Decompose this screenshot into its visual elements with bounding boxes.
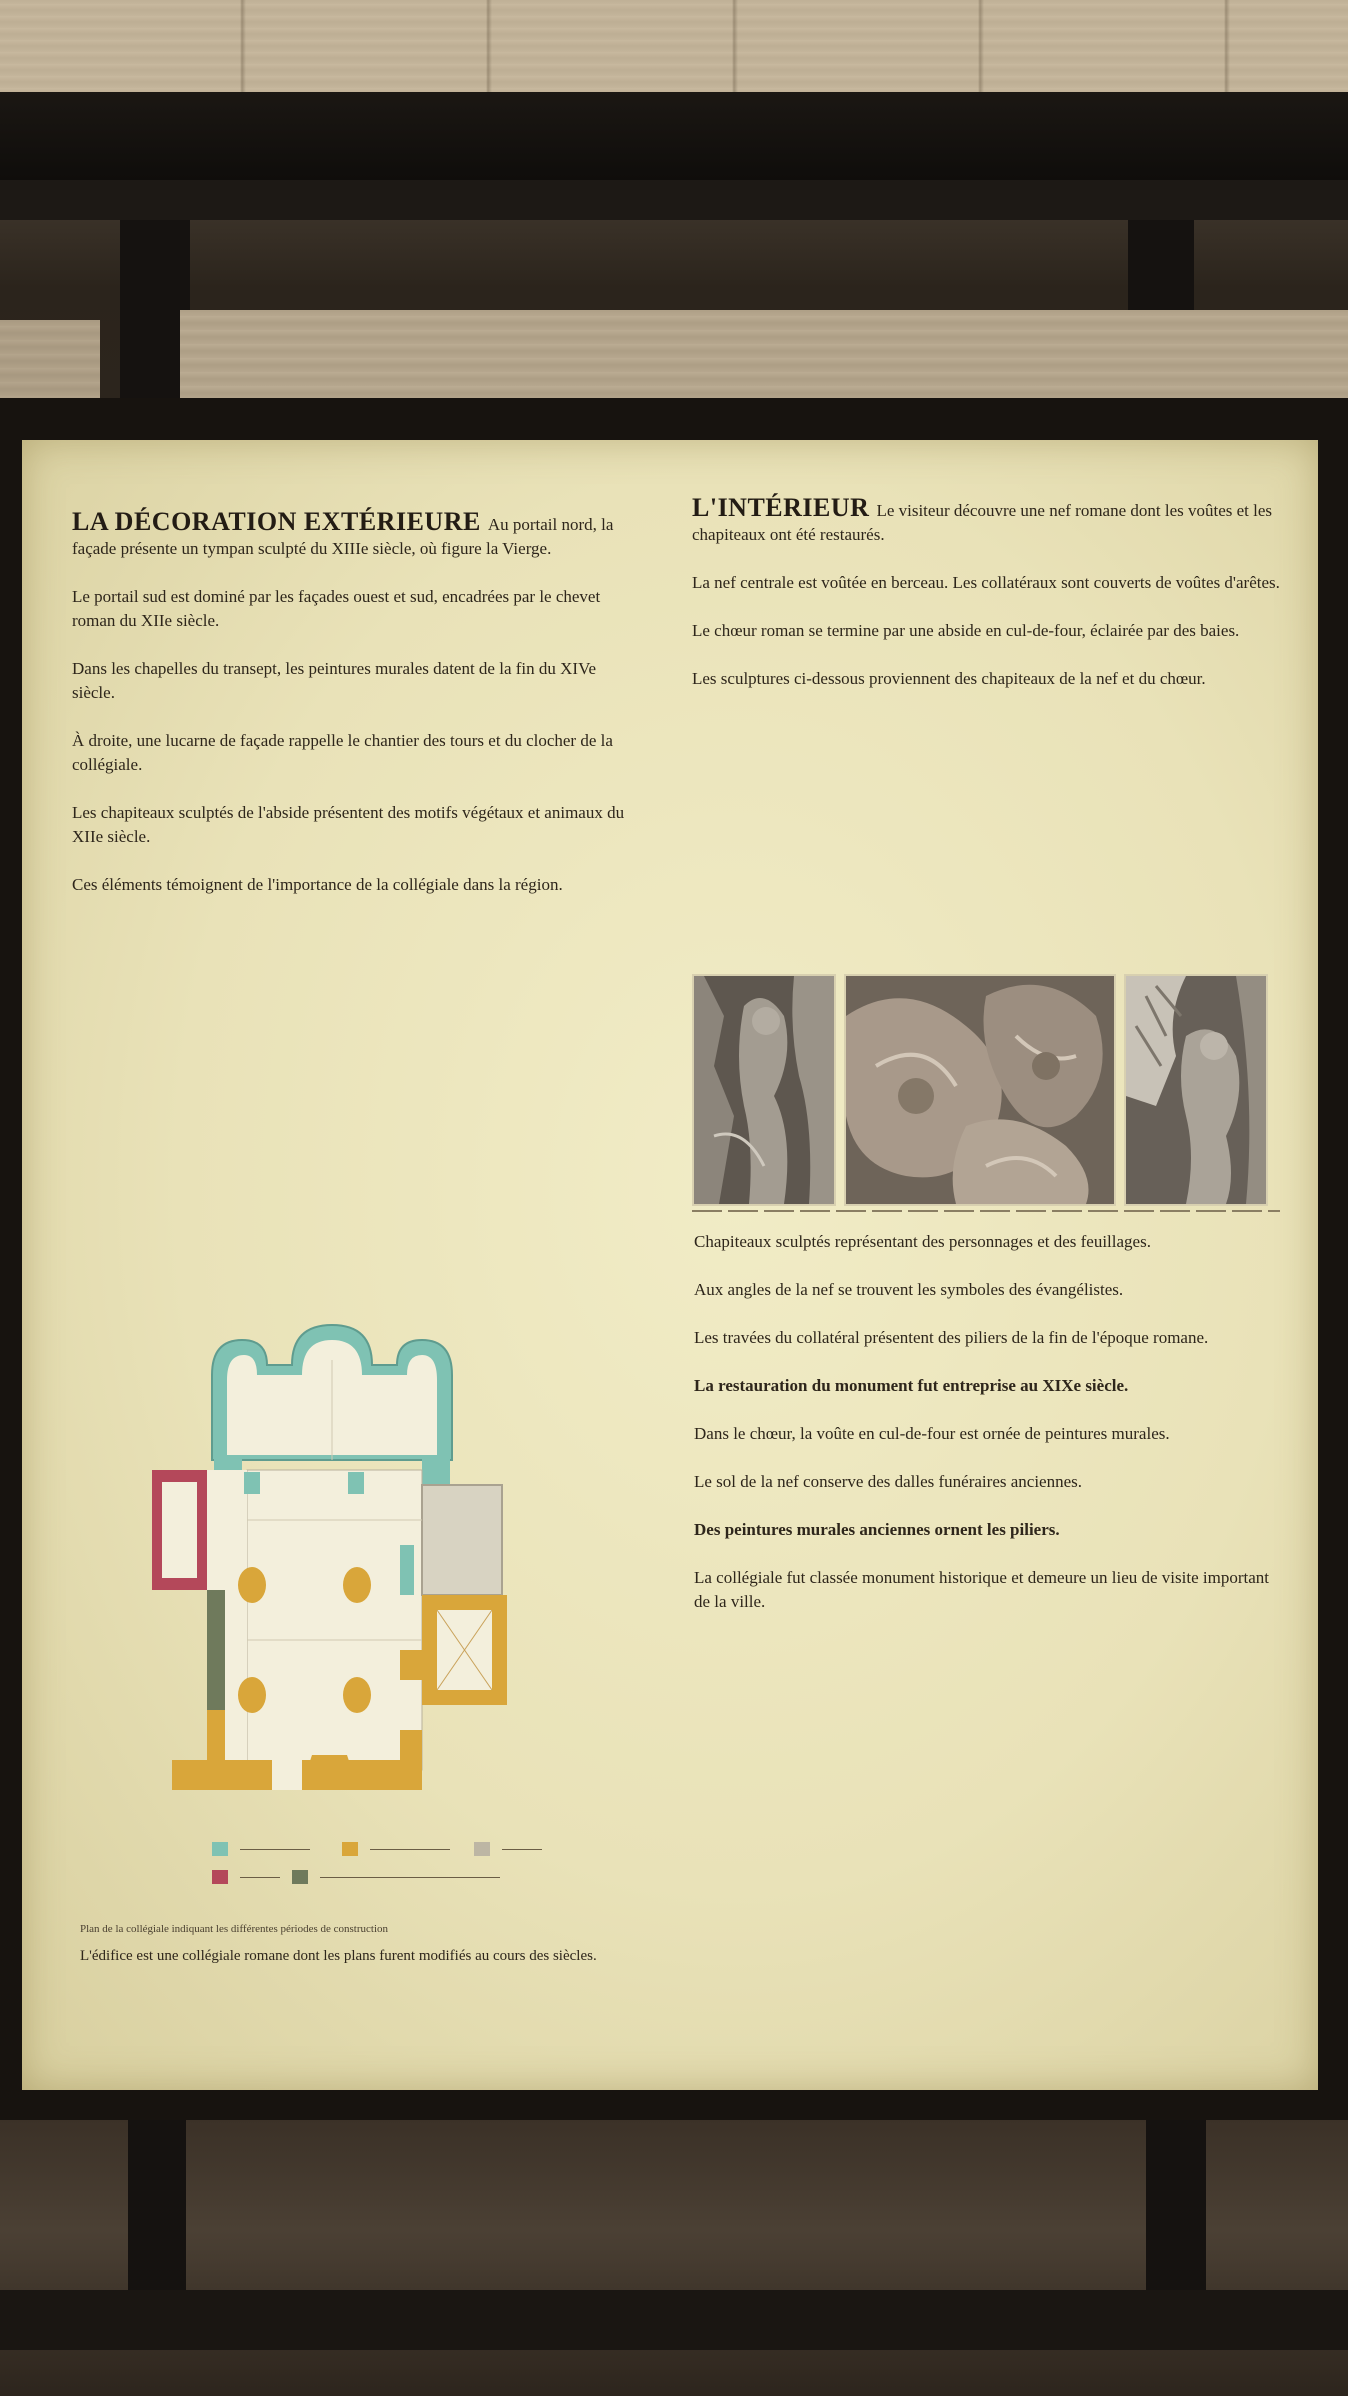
right-bold-line-1: La restauration du monument fut entreprise au XIXe siècle. xyxy=(694,1376,1129,1395)
sculpture-image-2 xyxy=(846,976,1114,1204)
left-paragraph-6: Ces éléments témoignent de l'importance de la collégiale dans la région. xyxy=(72,875,563,894)
left-paragraph-3: Dans les chapelles du transept, les peintures murales datent de la fin du XIVe siècle. xyxy=(72,659,597,702)
floor-plan-drawing xyxy=(152,1320,572,1810)
legend-item-olive xyxy=(292,1870,500,1884)
legend-swatch-red xyxy=(212,1870,228,1884)
frame-bottom-left-post xyxy=(128,2120,186,2296)
frame-floor-bar xyxy=(0,2290,1348,2350)
left-paragraph-1: Au portail nord, la façade présente un tympan sculpté du XIIIe siècle, où figure la Vierge. xyxy=(72,515,614,558)
legend-rule xyxy=(240,1877,280,1878)
right-closing-paragraph: La collégiale fut classée monument historique et demeure un lieu de visite important de la ville. xyxy=(694,1568,1269,1611)
right-paragraph-3: Le chœur roman se termine par une abside en cul-de-four, éclairée par des baies. xyxy=(692,621,1240,640)
right-column-lower xyxy=(694,1230,1284,1638)
photo-caption-1: Chapiteaux sculptés représentant des personnages et des feuillages. xyxy=(694,1232,1151,1251)
frame-upper-band xyxy=(0,180,1348,220)
sculpture-image-1 xyxy=(694,976,834,1204)
plan-legend xyxy=(212,1842,572,1892)
right-paragraph-6: Le sol de la nef conserve des dalles funéraires anciennes. xyxy=(694,1472,1082,1491)
right-paragraph-2: La nef centrale est voûtée en berceau. Les collatéraux sont couverts de voûtes d'arêtes. xyxy=(692,573,1280,592)
left-intro xyxy=(72,507,632,561)
right-bold-line-2: Des peintures murales anciennes ornent les piliers. xyxy=(694,1520,1060,1539)
right-heading: L'INTÉRIEUR xyxy=(692,493,877,522)
left-paragraph-4: À droite, une lucarne de façade rappelle le chantier des tours et du clocher de la collégiale. xyxy=(72,731,613,774)
left-column xyxy=(72,507,632,921)
right-paragraph-4: Les sculptures ci-dessous proviennent des chapiteaux de la nef et du chœur. xyxy=(692,669,1206,688)
left-paragraph-5: Les chapiteaux sculptés de l'abside présentent des motifs végétaux et animaux du XIIe siècle. xyxy=(72,803,625,846)
legend-item-red xyxy=(212,1870,280,1884)
information-panel xyxy=(22,440,1318,2090)
right-column xyxy=(692,493,1282,715)
plan-caption xyxy=(80,1922,640,1967)
sculpture-photos xyxy=(692,974,1280,1202)
sculpture-photo-2 xyxy=(844,974,1116,1206)
frame-top-bar xyxy=(0,92,1348,180)
stone-wall-left xyxy=(0,320,100,410)
legend-item-teal xyxy=(212,1842,310,1856)
legend-rule xyxy=(240,1849,310,1850)
legend-swatch-teal xyxy=(212,1842,228,1856)
photo-caption-3: Les travées du collatéral présentent des piliers de la fin de l'époque romane. xyxy=(694,1328,1209,1347)
legend-rule xyxy=(370,1849,450,1850)
stone-wall-top xyxy=(0,0,1348,100)
right-paragraph-5: Dans le chœur, la voûte en cul-de-four est ornée de peintures murales. xyxy=(694,1424,1170,1443)
legend-swatch-olive xyxy=(292,1870,308,1884)
right-paragraph-1: Le visiteur découvre une nef romane dont les voûtes et les chapiteaux ont été restaurés. xyxy=(692,501,1273,544)
photo-divider xyxy=(692,1210,1280,1212)
right-intro xyxy=(692,493,1282,547)
plan-caption-small: Plan de la collégiale indiquant les différentes périodes de construction xyxy=(80,1923,389,1935)
left-paragraph-2: Le portail sud est dominé par les façades ouest et sud, encadrées par le chevet roman du XIIe siècle. xyxy=(72,587,601,630)
legend-swatch-ochre xyxy=(342,1842,358,1856)
legend-rule xyxy=(320,1877,500,1878)
floor-plan xyxy=(152,1320,572,1810)
sculpture-image-3 xyxy=(1126,976,1266,1204)
left-heading: LA DÉCORATION EXTÉRIEURE xyxy=(72,507,488,536)
stone-wall-middle xyxy=(180,310,1348,400)
legend-swatch-grey xyxy=(474,1842,490,1856)
legend-rule xyxy=(502,1849,542,1850)
photo-caption-2: Aux angles de la nef se trouvent les symboles des évangélistes. xyxy=(694,1280,1124,1299)
sculpture-photo-3 xyxy=(1124,974,1268,1206)
legend-item-grey xyxy=(474,1842,542,1856)
plan-caption-text: L'édifice est une collégiale romane dont les plans furent modifiés au cours des siècles. xyxy=(80,1948,597,1964)
legend-item-ochre xyxy=(342,1842,450,1856)
sculpture-photo-1 xyxy=(692,974,836,1206)
